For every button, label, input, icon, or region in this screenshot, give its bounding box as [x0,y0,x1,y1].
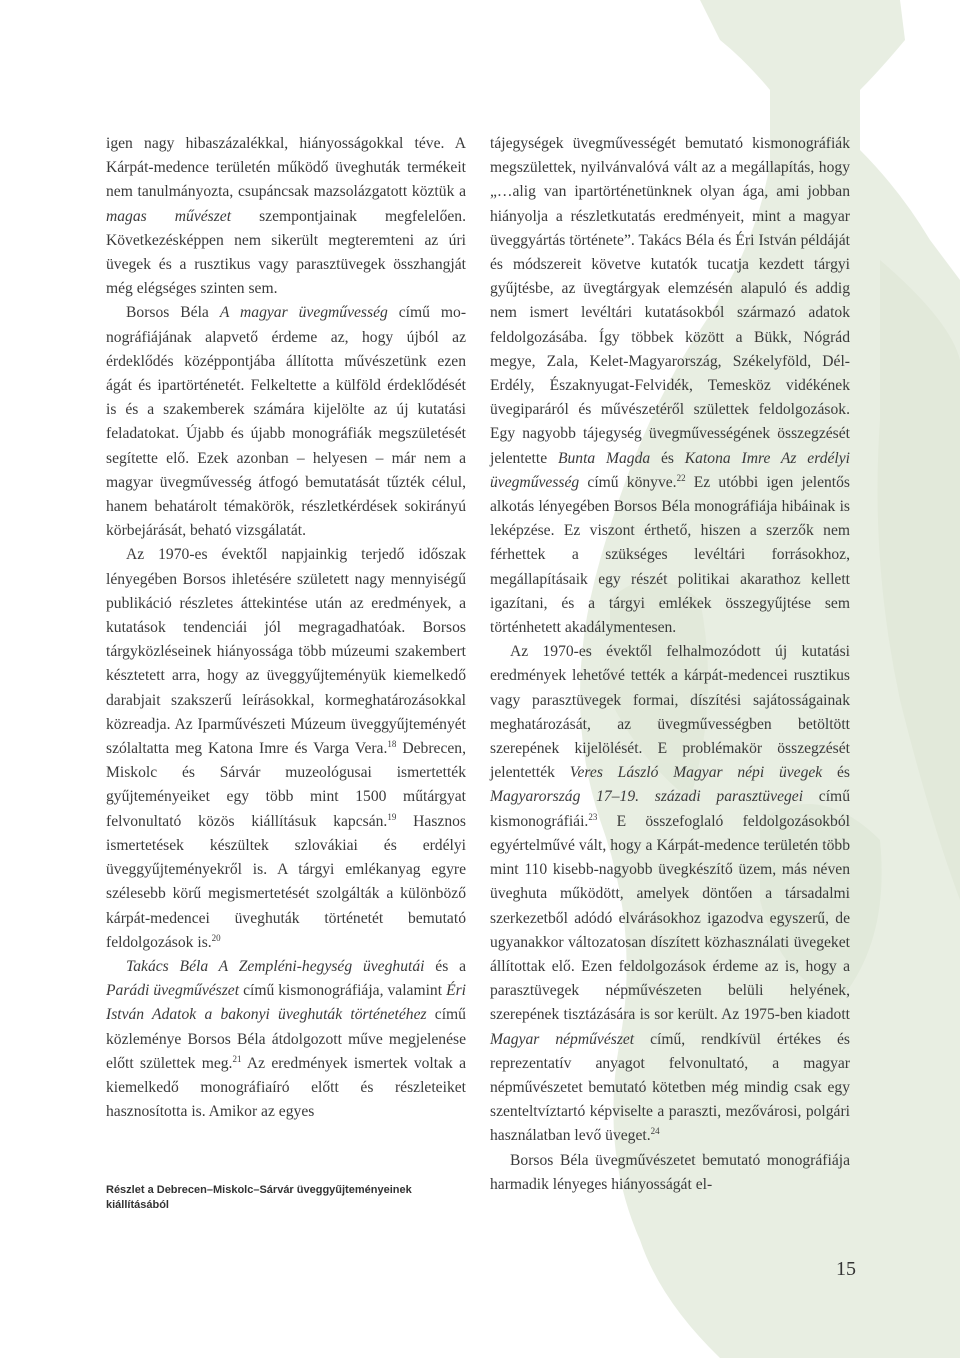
image-caption: Részlet a Debrecen–Miskolc–Sárvár üveggyűjteményeinek kiállításából [106,1184,412,1211]
paragraph: Borsos Béla A magyar üvegművesség című monográfiájának alapvető érdeme az, hogy újból az érdeklődés középpontjába állította művészetünk ezen ágát és ipartörténetét. Felkeltette a külföld érdeklődését is és a szakemberek számára kijelölte az új kutatási feladatokat. Újabb és újabb monográfiák megszületését segítette elő. Ezek azonban – helyesen – már nem a magyar üvegművesség átfogó bemutatását tűzték célul, hanem behatárolt témakörök, részletkérdések sokirányú körbejárását, beható vizsgálatát. [106,304,467,540]
paragraph: Takács Béla A Zempléni-hegység üveghutái és a Parádi üvegművészet című kismonográfiája, valamint Éri István Adatok a bakonyi üveghuták történetéhez című közleménye Borsos Béla átdolgozott műve megjelenése előtt születtek meg.$^{21}$ Az eredmények ismertek voltak a kiemelkedő monográfiaíró előtt és részleteiket hasznosította is. Amikor az egyes [106,957,467,1121]
paragraph: Az 1970-es évektől felhalmozódott új kutatási eredmények lehetővé tették a kárpát-medencei rusztikus vagy parasztüvegek formai, díszítési sajátosságainak meghatározását, az üvegművességben betöltött szerepének kijelölését. E problémakör összegzését jelentették Veres László Magyar népi üvegek és Magyarország 17–19. századi parasztüvegei című kismonográfiái.$^{23}$ E összefoglaló feldolgozásokból egyértelművé vált, hogy a Kárpát-medence területén több mint 110 kisebb-nagyobb üvegkészítő üzem, más néven üveghuta működött, amelyek döntően a társadalmi szerkezetből adódó elvárásokhoz igazodva egyszerű, de ugyanakkor változatosan díszített közhasználati üvegeket állítottak elő. Ezen feldolgozások érdeme az is, hogy a parasztüvegek népművészeten belüli helyének, szerepének tisztázására is sor került. Az 1975-ben kiadott Magyar népművészet című, rendkívül értékes és reprezentatív anyagot felvonultató, a magyar népművészetet bemutató kötetben még mindig csak egy szenteltvíztartó képviselte a paraszti, mezővárosi, polgári használatban levő üveget.$^{24}$ [490,643,850,1145]
paragraph: tájegységek üvegművességét bemutató kismonográfiák megszülettek, nyilvánvalóvá vált az a megállapítás, hogy „…alig van ipartörténetünknek olyan ága, ami jobban hiányolja a részletkutatás eredményeit, mint a magyar üveggyártás története”. Takács Béla és Éri István példáját és módszereit követve kutatók tucatja kezdett tárgyi gyűjtésbe, az üvegtárgyak elemzésén alapuló és addig nem ismert levéltári kutatásokból származó adatok feldolgozásába. Így többek között a Bükk, Nógrád megye, Zala, Kelet-Magyarország, Székelyföld, Dél-Erdély, Északnyugat-Felvidék, Temesköz vidékének üvegiparáról és művészetéről születtek feldolgozások. Egy nagyobb tájegység üvegművességének összegzését jelentette Bunta Magda és Katona Imre Az erdélyi üvegművesség című könyve.$^{22}$ Ez utóbbi igen jelentős alkotás lényegében Borsos Béla monográfiája hibáinak is leképzése. Ez viszont érthető, hiszen a szerzők nem férhettek a szükséges levéltári forrásokhoz, megállapításaik egy részét politikai akarathoz kellett igazítani, és a tárgyi emlékek összegyűjtése sem történhetett akadálymentesen. [490,135,850,637]
right-text-column [490,132,850,1197]
paragraph: igen nagy hibaszázalékkal, hiányosságokkal téve. A Kárpát-medence területén működő üveghuták termékeit nem tanulmányozta, csupáncsak mazsolázgatott köztük a magas művészet szempontjainak megfelelően. Következésképpen nem sikerült megteremteni az úri üvegek és a rusztikus vagy parasztüvegek összhangját még elégséges szinten sem. [106,135,466,298]
paragraph: Borsos Béla üvegművészetet bemutató monográfiája harmadik lényeges hiányosságát el- [490,1151,850,1193]
paragraph: Az 1970-es évektől napjainkig terjedő időszak lényegében Borsos ihletésére született nagy mennyiségű publikáció részletes áttekintése után az eredmények, a kutatások tendenciái jól megragadhatóak. Borsos tárgyközléseinek hiányossága több múzeumi szakembert késztetett arra, hogy az üveggyűjteményük kiemelkedő darabjait szakszerű leírásokkal, kormeghatározásokkal közreadja. Az Iparművészeti Múzeum üveggyűjteményét szólaltatta meg Katona Imre és Varga Vera.$^{18}$ Debrecen, Miskolc és Sárvár muzeológusai ismertették gyűjteményeiket egy több mint 1500 műtárgyat felvonultató közös kiállításuk kapcsán.$^{19}$ Hasznos ismertetések készültek szlovákiai és erdélyi üveggyűjteményekről is. A tárgyi emlékanyag egyre szélesebb körű megismertetését szolgálták a különböző kárpát-medencei üveghuták történetét bemutató feldolgozások is.$^{20}$ [106,546,466,951]
left-text-column [106,132,466,1124]
page-number: 15 [836,1258,856,1280]
